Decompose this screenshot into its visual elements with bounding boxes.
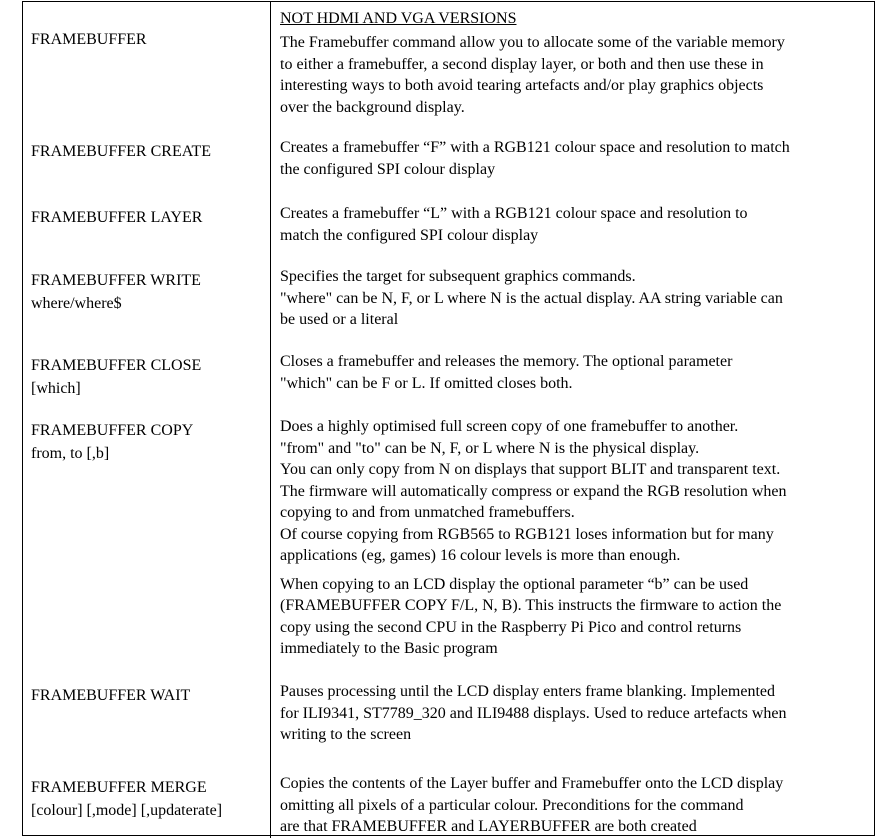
description-cell bbox=[271, 131, 874, 197]
description-line: writing to the screen bbox=[280, 726, 412, 743]
table-row bbox=[23, 260, 874, 345]
command-params: from, to [,b] bbox=[31, 444, 110, 462]
command-cell bbox=[23, 2, 271, 131]
description-paragraph bbox=[280, 351, 864, 394]
command-cell bbox=[23, 767, 271, 838]
description-line: "from" and "to" can be N, F, or L where N is the physical display. bbox=[280, 439, 700, 457]
description-line: copying to and from unmatched framebuffers. bbox=[280, 504, 575, 521]
description-line: When copying to an LCD display the optional parameter “b” can be used bbox=[280, 575, 749, 593]
command-cell bbox=[23, 260, 271, 345]
description-line: You can only copy from N on displays that support BLIT and transparent text. bbox=[280, 461, 781, 478]
description-line: Does a highly optimised full screen copy of one framebuffer to another. bbox=[280, 418, 739, 435]
description-paragraph bbox=[280, 681, 864, 746]
description-line: match the configured SPI colour display bbox=[280, 226, 539, 244]
description-cell bbox=[271, 260, 874, 345]
section-heading: NOT HDMI AND VGA VERSIONS bbox=[280, 10, 517, 27]
table-row bbox=[23, 2, 874, 131]
command-name: FRAMEBUFFER COPY bbox=[31, 422, 194, 439]
table-row bbox=[23, 675, 874, 767]
description-line: are that FRAMEBUFFER and LAYERBUFFER are both created bbox=[280, 818, 697, 835]
command-cell bbox=[23, 197, 271, 260]
table-row bbox=[23, 410, 874, 675]
description-line: interesting ways to both avoid tearing artefacts and/or play graphics objects bbox=[280, 77, 764, 94]
description-cell bbox=[271, 767, 874, 838]
command-name: FRAMEBUFFER LAYER bbox=[31, 209, 203, 226]
description-line: copy using the second CPU in the Raspberry Pi Pico and control returns bbox=[280, 618, 742, 636]
description-line: for ILI9341, ST7789_320 and ILI9488 displays. Used to reduce artefacts when bbox=[280, 704, 787, 722]
description-cell bbox=[271, 2, 874, 131]
command-name: FRAMEBUFFER MERGE bbox=[31, 779, 207, 796]
command-name: FRAMEBUFFER WRITE bbox=[31, 272, 201, 289]
description-line: Pauses processing until the LCD display enters frame blanking. Implemented bbox=[280, 683, 775, 700]
description-paragraph bbox=[280, 32, 864, 118]
command-cell bbox=[23, 345, 271, 410]
description-cell bbox=[271, 197, 874, 260]
table-row bbox=[23, 131, 874, 197]
command-name: FRAMEBUFFER bbox=[31, 31, 147, 48]
description-paragraph bbox=[280, 574, 864, 660]
description-line: "which" can be F or L. If omitted closes both. bbox=[280, 374, 573, 392]
description-line: Creates a framebuffer “F” with a RGB121 colour space and resolution to match bbox=[280, 139, 790, 156]
description-line: Closes a framebuffer and releases the memory. The optional parameter bbox=[280, 353, 733, 370]
description-cell bbox=[271, 410, 874, 675]
description-line: the configured SPI colour display bbox=[280, 160, 496, 178]
table-row bbox=[23, 345, 874, 410]
command-name: FRAMEBUFFER WAIT bbox=[31, 687, 191, 704]
description-paragraph bbox=[280, 266, 864, 331]
description-line: The Framebuffer command allow you to allocate some of the variable memory bbox=[280, 34, 785, 51]
description-line: Specifies the target for subsequent graphics commands. bbox=[280, 268, 636, 285]
table-row bbox=[23, 197, 874, 260]
description-paragraph bbox=[280, 416, 864, 567]
table-row bbox=[23, 767, 874, 838]
command-params: [colour] [,mode] [,updaterate] bbox=[31, 801, 223, 819]
description-paragraph bbox=[280, 137, 864, 180]
description-line: omitting all pixels of a particular colour. Preconditions for the command bbox=[280, 796, 744, 814]
command-params: where/where$ bbox=[31, 294, 122, 312]
description-line: be used or a literal bbox=[280, 311, 399, 328]
description-paragraph bbox=[280, 773, 864, 838]
command-name: FRAMEBUFFER CREATE bbox=[31, 143, 212, 160]
framebuffer-command-table bbox=[22, 1, 875, 836]
description-line: Copies the contents of the Layer buffer and Framebuffer onto the LCD display bbox=[280, 775, 784, 792]
description-line: to either a framebuffer, a second display layer, or both and then use these in bbox=[280, 55, 764, 73]
description-line: The firmware will automatically compress or expand the RGB resolution when bbox=[280, 482, 787, 500]
description-line: Creates a framebuffer “L” with a RGB121 colour space and resolution to bbox=[280, 205, 748, 222]
description-line: Of course copying from RGB565 to RGB121 loses information but for many bbox=[280, 525, 774, 543]
description-paragraph bbox=[280, 203, 864, 246]
description-cell bbox=[271, 345, 874, 410]
command-name: FRAMEBUFFER CLOSE bbox=[31, 357, 202, 374]
description-line: applications (eg, games) 16 colour levels is more than enough. bbox=[280, 547, 681, 564]
command-params: [which] bbox=[31, 379, 81, 397]
description-line: (FRAMEBUFFER COPY F/L, N, B). This instructs the firmware to action the bbox=[280, 597, 782, 614]
description-line: "where" can be N, F, or L where N is the actual display. AA string variable can bbox=[280, 289, 783, 307]
description-line: over the background display. bbox=[280, 98, 465, 116]
command-cell bbox=[23, 131, 271, 197]
command-cell bbox=[23, 410, 271, 675]
description-line: immediately to the Basic program bbox=[280, 640, 498, 657]
command-cell bbox=[23, 675, 271, 767]
description-cell bbox=[271, 675, 874, 767]
